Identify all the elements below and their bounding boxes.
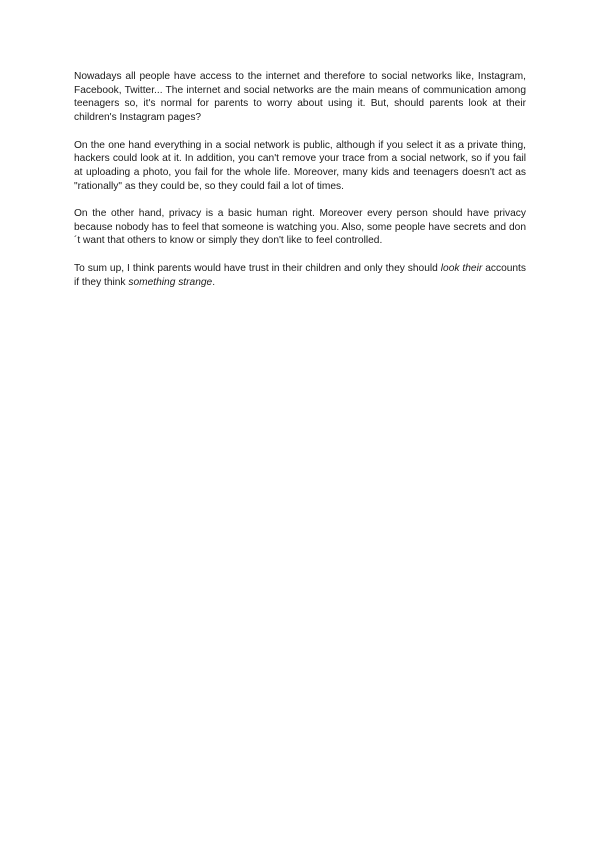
conclusion-text-2: accounts if they think: [74, 262, 526, 288]
paragraph-intro: Nowadays all people have access to the internet and therefore to social networks like, Instagram, Facebook, Twitter... The internet and social networks are the main means of communication among teenagers so, it's normal for parents to worry about using it. But, should parents look at their children's Instagram pages?: [74, 71, 526, 124]
paragraph-one-hand: On the one hand everything in a social network is public, although if you select it as a private thing, hackers could look at it. In addition, you can't remove your trace from a social network, so if you fail at uploading a photo, you fail for the whole life. Moreover, many kids and teenagers doesn't act as "rationally" as they could be, so they could fail a lot of times.: [74, 139, 526, 192]
paragraph-other-hand: On the other hand, privacy is a basic human right. Moreover every person should have privacy because nobody has to feel that someone is watching you. Also, some people have secrets and don´t want that others to know or simply they don't like to feel controlled.: [74, 208, 526, 247]
conclusion-italic-2: something strange: [128, 276, 213, 288]
paragraph-conclusion: [74, 262, 526, 289]
essay-body: [74, 70, 526, 303]
conclusion-text-1: To sum up, I think parents would have trust in their children and only they should: [74, 262, 441, 274]
conclusion-text-3: .: [212, 276, 216, 288]
conclusion-italic-1: look their: [440, 262, 483, 274]
